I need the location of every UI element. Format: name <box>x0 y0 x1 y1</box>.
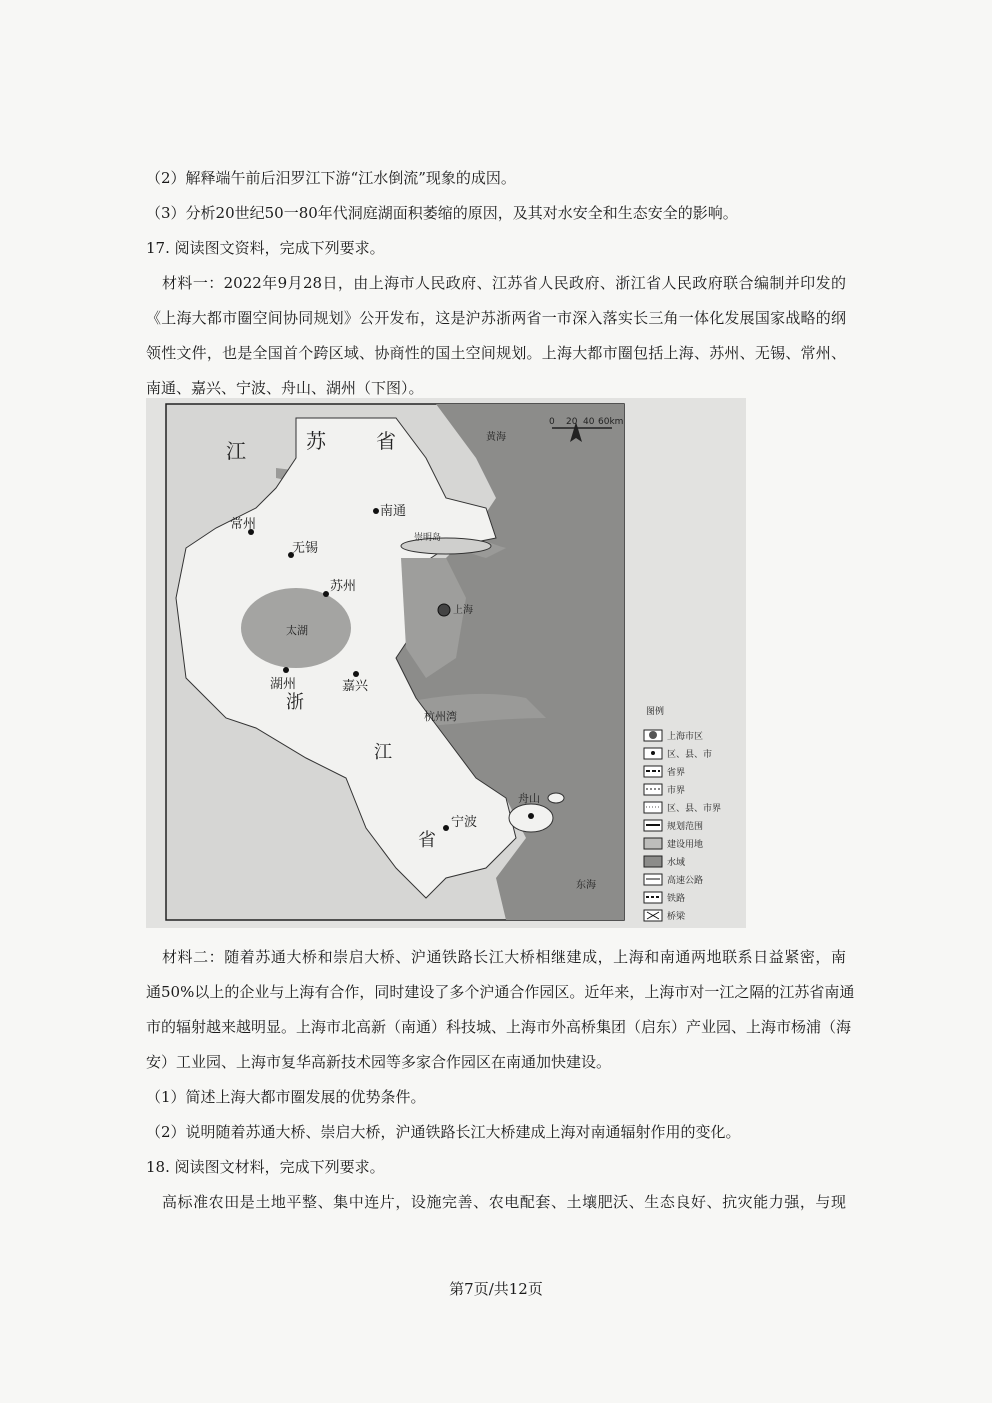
label-donghai: 东海 <box>576 880 596 891</box>
question-18-heading: 18. 阅读图文材料，完成下列要求。 <box>146 1158 385 1176</box>
shanghai-metropolitan-map <box>146 398 746 928</box>
label-zhejiang-1: 浙 <box>286 692 304 713</box>
question-17-2: （2）说明随着苏通大桥、崇启大桥，沪通铁路长江大桥建成上海对南通辐射作用的变化。 <box>146 1123 741 1141</box>
scale-label-20: 20 <box>566 417 578 427</box>
material-one-line-1: 材料一：2022年9月28日，由上海市人民政府、江苏省人民政府、浙江省人民政府联合编制并印发的 <box>162 274 846 292</box>
legend-built-up-land: 建设用地 <box>667 840 704 850</box>
legend-items <box>644 730 721 922</box>
legend-shanghai-urban: 上海市区 <box>667 732 704 742</box>
page-footer: 第7页/共12页 <box>449 1280 543 1298</box>
question-18-line-1: 高标准农田是土地平整、集中连片，设施完善、农电配套、土壤肥沃、生态良好、抗灾能力强，与现 <box>162 1193 846 1211</box>
label-taihu: 太湖 <box>286 624 308 637</box>
material-two-line-4: 安）工业园、上海市复华高新技术园等多家合作园区在南通加快建设。 <box>146 1053 612 1071</box>
label-zhejiang-2: 江 <box>374 742 392 763</box>
question-17-1: （1）简述上海大都市圈发展的优势条件。 <box>146 1088 426 1106</box>
question-16-3: （3）分析20世纪50一80年代洞庭湖面积萎缩的原因，及其对水安全和生态安全的影响。 <box>146 204 738 222</box>
label-zhoushan: 舟山 <box>518 792 540 805</box>
label-suzhou: 苏州 <box>330 579 357 594</box>
label-wuxi: 无锡 <box>292 541 319 556</box>
label-chongming: 崇明岛 <box>414 533 442 543</box>
label-zhejiang-3: 省 <box>418 830 436 851</box>
material-two-line-1: 材料二：随着苏通大桥和崇启大桥、沪通铁路长江大桥相继建成，上海和南通两地联系日益紧密，南 <box>162 948 846 966</box>
material-two-line-2: 通50%以上的企业与上海有合作，同时建设了多个沪通合作园区。近年来，上海市对一江之隔的江苏省南通 <box>146 983 855 1001</box>
legend-district-city: 区、县、市 <box>667 750 713 760</box>
legend-planning-area: 规划范围 <box>667 822 704 832</box>
material-one-line-2: 《上海大都市圈空间协同规划》公开发布，这是沪苏浙两省一市深入落实长三角一体化发展国家战略的纲 <box>146 309 846 327</box>
label-huzhou: 湖州 <box>270 677 297 692</box>
label-nantong: 南通 <box>380 504 407 519</box>
label-jiangsu-2: 苏 <box>306 429 326 453</box>
label-hangzhou-bay: 杭州湾 <box>424 710 457 723</box>
material-one-line-4: 南通、嘉兴、宁波、舟山、湖州（下图）。 <box>146 379 424 397</box>
legend-railway: 铁路 <box>667 894 686 904</box>
legend-water: 水域 <box>667 858 686 868</box>
legend-county-border: 区、县、市界 <box>667 804 722 814</box>
label-jiangsu-1: 江 <box>226 439 246 463</box>
label-ningbo: 宁波 <box>451 815 478 830</box>
label-shanghai: 上海 <box>453 605 473 616</box>
scale-label-60: 60km <box>598 417 624 427</box>
material-one-line-3: 领性文件，也是全国首个跨区域、协商性的国土空间规划。上海大都市圈包括上海、苏州、无锡、常州、 <box>146 344 846 362</box>
label-changzhou: 常州 <box>230 517 257 532</box>
legend-city-border: 市界 <box>667 786 686 796</box>
scale-label-0: 0 <box>549 417 555 427</box>
question-16-2: （2）解释端午前后汨罗江下游“江水倒流”现象的成因。 <box>146 169 516 187</box>
question-17-heading: 17. 阅读图文资料，完成下列要求。 <box>146 239 385 257</box>
label-jiangsu-3: 省 <box>376 429 396 453</box>
scale-label-40: 40 <box>583 417 595 427</box>
legend-bridge: 桥梁 <box>667 912 686 922</box>
legend-province-border: 省界 <box>667 768 686 778</box>
legend-title: 图例 <box>646 707 665 717</box>
map-graphic <box>146 398 746 928</box>
map-legend <box>646 705 664 717</box>
legend-expressway: 高速公路 <box>667 876 704 886</box>
label-huanghai: 黄海 <box>486 432 506 443</box>
label-jiaxing: 嘉兴 <box>342 679 369 694</box>
material-two-line-3: 市的辐射越来越明显。上海市北高新（南通）科技城、上海市外高桥集团（启东）产业园、上海市杨浦（海 <box>146 1018 852 1036</box>
